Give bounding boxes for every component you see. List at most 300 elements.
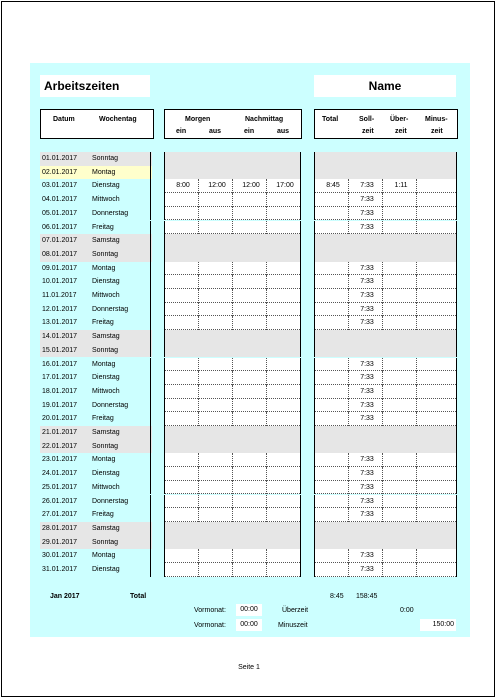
row-date: 05.01.2017 [42, 209, 78, 217]
column-border [300, 412, 301, 426]
row-date: 07.01.2017 [42, 237, 78, 245]
ueberzeit-value: 0:00 [400, 607, 414, 614]
row-weekday: Samstag [92, 237, 120, 245]
total-cell [316, 467, 350, 481]
column-border [314, 481, 315, 495]
header-nachmittag: Nachmittag [245, 116, 284, 123]
time-aus1[interactable] [200, 412, 234, 426]
time-aus1[interactable] [200, 275, 234, 289]
column-border [164, 193, 165, 207]
row-weekday: Sonntag [92, 250, 119, 258]
row-date: 30.01.2017 [42, 552, 78, 560]
date-cell [40, 549, 152, 563]
total-cell [316, 385, 350, 399]
soll-cell: 7:33 [360, 319, 374, 327]
time-ein1[interactable] [166, 385, 200, 399]
total-cell [316, 453, 350, 467]
time-aus2[interactable] [268, 303, 302, 317]
minus-cell [418, 549, 456, 563]
column-border [314, 426, 315, 440]
row-date: 31.01.2017 [42, 566, 78, 573]
row-weekday: Freitag [92, 415, 114, 423]
time-aus1[interactable] [200, 207, 234, 221]
column-border [150, 467, 151, 481]
header-ueber-2: zeit [395, 128, 407, 135]
column-border [456, 193, 457, 207]
time-aus2[interactable] [268, 495, 302, 509]
column-border [300, 508, 301, 522]
time-ein2[interactable]: 12:00 [242, 182, 260, 190]
header-datum: Datum [53, 116, 75, 123]
column-border [150, 385, 151, 399]
time-aus2[interactable] [268, 481, 302, 495]
time-ein1[interactable] [166, 495, 200, 509]
ueber-cell [384, 412, 418, 426]
row-date: 22.01.2017 [42, 442, 78, 450]
time-ein1[interactable] [166, 481, 200, 495]
time-aus2[interactable] [268, 563, 302, 577]
table-row [38, 275, 456, 289]
row-weekday: Donnerstag [92, 209, 129, 217]
row-weekday: Dienstag [92, 278, 120, 286]
column-border [314, 563, 315, 577]
totals-group [314, 330, 456, 344]
row-weekday: Mittwoch [92, 292, 120, 299]
time-ein1[interactable] [166, 262, 200, 276]
soll-cell: 7:33 [360, 305, 374, 313]
time-aus2[interactable] [268, 385, 302, 399]
row-date: 27.01.2017 [42, 511, 78, 519]
row-weekday: Mittwoch [92, 196, 120, 204]
row-weekday: Sonntag [92, 346, 119, 354]
minus-cell [418, 358, 456, 372]
table-row [38, 262, 456, 276]
table-row [38, 426, 456, 440]
soll-cell: 7:33 [360, 209, 374, 217]
row-weekday: Donnerstag [92, 497, 129, 505]
soll-cell: 7:33 [360, 182, 374, 190]
column-border [164, 399, 165, 413]
totals-group [314, 248, 456, 262]
total-cell [316, 495, 350, 509]
row-weekday: Montag [92, 264, 116, 272]
table-row [38, 495, 456, 509]
time-ein2[interactable] [234, 262, 268, 276]
time-ein2[interactable] [234, 371, 268, 385]
sheet-title: Arbeitszeiten [40, 75, 150, 97]
column-border [150, 152, 151, 166]
time-ein1[interactable] [166, 221, 200, 235]
row-date: 13.01.2017 [42, 319, 78, 327]
column-border [150, 330, 151, 344]
time-aus2[interactable]: 17:00 [276, 182, 294, 190]
time-ein1[interactable] [166, 412, 200, 426]
time-ein2[interactable] [234, 549, 268, 563]
minuszeit-value: 150:00 [420, 619, 456, 631]
time-entry-group [164, 330, 300, 344]
table-row [38, 412, 456, 426]
column-border [300, 248, 301, 262]
date-cell [40, 166, 152, 180]
column-border [456, 248, 457, 262]
total-cell [316, 289, 350, 303]
ueber-cell [384, 207, 418, 221]
time-aus2[interactable] [268, 221, 302, 235]
time-ein1[interactable] [166, 399, 200, 413]
time-aus1[interactable] [200, 358, 234, 372]
row-date: 12.01.2017 [42, 305, 78, 313]
column-border [456, 508, 457, 522]
ueber-cell [384, 316, 418, 330]
table-row [38, 399, 456, 413]
header-minus-1: Minus- [425, 116, 448, 123]
row-date: 23.01.2017 [42, 456, 78, 464]
table-row [38, 303, 456, 317]
row-weekday: Freitag [92, 511, 114, 519]
time-ein2[interactable] [234, 385, 268, 399]
column-border [300, 536, 301, 550]
column-border [150, 536, 151, 550]
page-number: Seite 1 [238, 664, 260, 671]
time-ein2[interactable] [234, 508, 268, 522]
header-date-weekday [40, 109, 154, 139]
time-ein2[interactable] [234, 303, 268, 317]
ueber-cell [384, 399, 418, 413]
column-border [314, 522, 315, 536]
footer-soll-total: 158:45 [356, 593, 378, 600]
time-ein1[interactable] [166, 371, 200, 385]
column-border [164, 303, 165, 317]
column-border [456, 358, 457, 372]
soll-cell: 7:33 [360, 278, 374, 286]
table-row [38, 344, 456, 358]
total-cell [316, 221, 350, 235]
column-border [456, 399, 457, 413]
header-aus1: aus [209, 128, 222, 135]
time-ein1[interactable] [166, 467, 200, 481]
column-border [164, 549, 165, 563]
column-border [300, 426, 301, 440]
column-border [300, 275, 301, 289]
table-row [38, 508, 456, 522]
time-ein1[interactable] [166, 453, 200, 467]
column-border [314, 166, 315, 180]
time-ein2[interactable] [234, 358, 268, 372]
time-ein2[interactable] [234, 275, 268, 289]
time-aus1[interactable] [200, 495, 234, 509]
date-cell [40, 412, 152, 426]
employee-name[interactable]: Name [314, 75, 456, 97]
minus-cell [418, 385, 456, 399]
row-date: 29.01.2017 [42, 538, 78, 546]
time-ein2[interactable] [234, 563, 268, 577]
column-border [456, 262, 457, 276]
time-ein1[interactable] [166, 193, 200, 207]
totals-group [314, 234, 456, 248]
time-aus1[interactable] [200, 453, 234, 467]
column-border [150, 563, 151, 577]
column-border [456, 316, 457, 330]
minus-cell [418, 495, 456, 509]
column-border [456, 453, 457, 467]
time-ein1[interactable] [166, 275, 200, 289]
column-border [314, 193, 315, 207]
table-row [38, 234, 456, 248]
time-aus1[interactable] [200, 399, 234, 413]
column-border [456, 152, 457, 166]
time-aus2[interactable] [268, 412, 302, 426]
column-border [456, 275, 457, 289]
column-border [314, 495, 315, 509]
time-ein1[interactable]: 8:00 [176, 182, 190, 190]
column-border [150, 193, 151, 207]
row-weekday: Samstag [92, 429, 120, 436]
total-cell: 8:45 [326, 182, 340, 190]
total-cell [316, 275, 350, 289]
time-aus1[interactable] [200, 385, 234, 399]
column-border [456, 536, 457, 550]
time-aus1[interactable] [200, 549, 234, 563]
ueberzeit-label: Überzeit [282, 607, 309, 614]
date-cell [40, 467, 152, 481]
column-border [164, 467, 165, 481]
column-border [314, 385, 315, 399]
minus-cell [418, 399, 456, 413]
time-aus1[interactable] [200, 221, 234, 235]
column-border [164, 166, 165, 180]
column-border [300, 193, 301, 207]
header-minus-2: zeit [431, 128, 443, 135]
ueber-cell [384, 481, 418, 495]
row-date: 16.01.2017 [42, 360, 78, 368]
time-aus2[interactable] [268, 316, 302, 330]
column-border [164, 563, 165, 577]
column-border [150, 453, 151, 467]
time-aus1[interactable]: 12:00 [208, 182, 226, 190]
column-border [300, 207, 301, 221]
time-aus2[interactable] [268, 467, 302, 481]
row-date: 14.01.2017 [42, 333, 78, 341]
ueber-cell [384, 371, 418, 385]
column-border [164, 371, 165, 385]
date-cell [40, 248, 152, 262]
time-ein2[interactable] [234, 221, 268, 235]
column-border [150, 262, 151, 276]
row-weekday: Dienstag [92, 470, 120, 478]
column-border [164, 536, 165, 550]
time-aus2[interactable] [268, 289, 302, 303]
time-aus2[interactable] [268, 508, 302, 522]
date-cell [40, 522, 152, 536]
time-aus1[interactable] [200, 193, 234, 207]
time-ein1[interactable] [166, 207, 200, 221]
column-border [300, 152, 301, 166]
time-aus2[interactable] [268, 549, 302, 563]
time-ein1[interactable] [166, 316, 200, 330]
date-cell [40, 275, 152, 289]
column-border [150, 344, 151, 358]
time-ein2[interactable] [234, 412, 268, 426]
column-border [150, 207, 151, 221]
column-border [300, 385, 301, 399]
time-aus1[interactable] [200, 508, 234, 522]
minus-cell [418, 179, 456, 193]
minus-cell [418, 371, 456, 385]
time-aus1[interactable] [200, 316, 234, 330]
minus-cell [418, 221, 456, 235]
column-border [314, 467, 315, 481]
column-border [300, 234, 301, 248]
date-cell [40, 481, 152, 495]
time-entry-group [164, 344, 300, 358]
header-total: Total [322, 116, 339, 123]
time-aus1[interactable] [200, 262, 234, 276]
row-date: 18.01.2017 [42, 387, 78, 395]
time-ein2[interactable] [234, 399, 268, 413]
time-ein1[interactable] [166, 303, 200, 317]
date-cell [40, 207, 152, 221]
row-weekday: Dienstag [92, 566, 120, 573]
vormonat-minus-value[interactable]: 00:00 [236, 619, 262, 631]
row-date: 26.01.2017 [42, 497, 78, 505]
row-date: 06.01.2017 [42, 223, 78, 231]
row-date: 10.01.2017 [42, 278, 78, 286]
row-date: 19.01.2017 [42, 401, 78, 409]
column-border [314, 316, 315, 330]
row-weekday: Montag [92, 168, 116, 176]
header-ein1: ein [176, 128, 187, 135]
table-row [38, 481, 456, 495]
total-cell [316, 481, 350, 495]
table-row [38, 522, 456, 536]
column-border [456, 549, 457, 563]
date-cell [40, 358, 152, 372]
column-border [456, 481, 457, 495]
date-cell [40, 303, 152, 317]
total-cell [316, 262, 350, 276]
row-weekday: Dienstag [92, 374, 120, 382]
time-aus2[interactable] [268, 399, 302, 413]
time-ein2[interactable] [234, 495, 268, 509]
total-cell [316, 399, 350, 413]
time-ein2[interactable] [234, 481, 268, 495]
date-cell [40, 385, 152, 399]
time-aus2[interactable] [268, 262, 302, 276]
time-aus1[interactable] [200, 371, 234, 385]
time-aus2[interactable] [268, 207, 302, 221]
column-border [150, 481, 151, 495]
date-cell [40, 399, 152, 413]
row-weekday: Freitag [92, 319, 114, 327]
column-border [164, 330, 165, 344]
minus-cell [418, 289, 456, 303]
time-ein1[interactable] [166, 358, 200, 372]
time-ein1[interactable] [166, 289, 200, 303]
time-aus2[interactable] [268, 193, 302, 207]
time-aus1[interactable] [200, 303, 234, 317]
soll-cell: 7:33 [360, 456, 374, 464]
time-aus2[interactable] [268, 358, 302, 372]
table-row [38, 563, 456, 577]
date-cell [40, 563, 152, 577]
time-aus2[interactable] [268, 275, 302, 289]
time-aus1[interactable] [200, 467, 234, 481]
totals-group [314, 522, 456, 536]
time-aus2[interactable] [268, 453, 302, 467]
header-totals [314, 109, 458, 139]
table-row [38, 358, 456, 372]
column-border [150, 316, 151, 330]
time-aus1[interactable] [200, 563, 234, 577]
ueber-cell [384, 303, 418, 317]
date-cell [40, 426, 152, 440]
column-border [164, 289, 165, 303]
footer-month: Jan 2017 [50, 593, 80, 600]
column-border [314, 303, 315, 317]
total-cell [316, 508, 350, 522]
row-weekday: Samstag [92, 333, 120, 341]
column-border [164, 358, 165, 372]
time-ein2[interactable] [234, 453, 268, 467]
column-border [314, 412, 315, 426]
row-weekday: Samstag [92, 524, 120, 532]
table-row [38, 385, 456, 399]
time-ein2[interactable] [234, 207, 268, 221]
row-date: 24.01.2017 [42, 470, 78, 478]
time-ein2[interactable] [234, 316, 268, 330]
column-border [300, 495, 301, 509]
row-date: 20.01.2017 [42, 415, 78, 423]
column-border [314, 453, 315, 467]
table-row [38, 152, 456, 166]
row-date: 02.01.2017 [42, 168, 78, 176]
time-entry-group [164, 522, 300, 536]
row-date: 04.01.2017 [42, 196, 78, 204]
time-ein1[interactable] [166, 508, 200, 522]
column-border [456, 522, 457, 536]
table-row [38, 371, 456, 385]
time-aus2[interactable] [268, 371, 302, 385]
time-ein2[interactable] [234, 289, 268, 303]
column-border [314, 399, 315, 413]
column-border [314, 275, 315, 289]
header-ueber-1: Über- [390, 116, 409, 123]
time-ein1[interactable] [166, 549, 200, 563]
column-border [164, 316, 165, 330]
time-ein1[interactable] [166, 563, 200, 577]
time-ein2[interactable] [234, 467, 268, 481]
minus-cell [418, 275, 456, 289]
time-aus1[interactable] [200, 481, 234, 495]
table-row [38, 166, 456, 180]
time-ein2[interactable] [234, 193, 268, 207]
soll-cell: 7:33 [360, 374, 374, 382]
column-border [164, 385, 165, 399]
column-border [150, 508, 151, 522]
table-row [38, 440, 456, 454]
date-cell [40, 234, 152, 248]
column-border [456, 179, 457, 193]
column-border [300, 221, 301, 235]
time-aus1[interactable] [200, 289, 234, 303]
vormonat-ueber-value[interactable]: 00:00 [236, 604, 262, 616]
column-border [164, 221, 165, 235]
column-border [456, 330, 457, 344]
column-border [456, 289, 457, 303]
column-border [456, 495, 457, 509]
column-border [300, 262, 301, 276]
date-cell [40, 495, 152, 509]
